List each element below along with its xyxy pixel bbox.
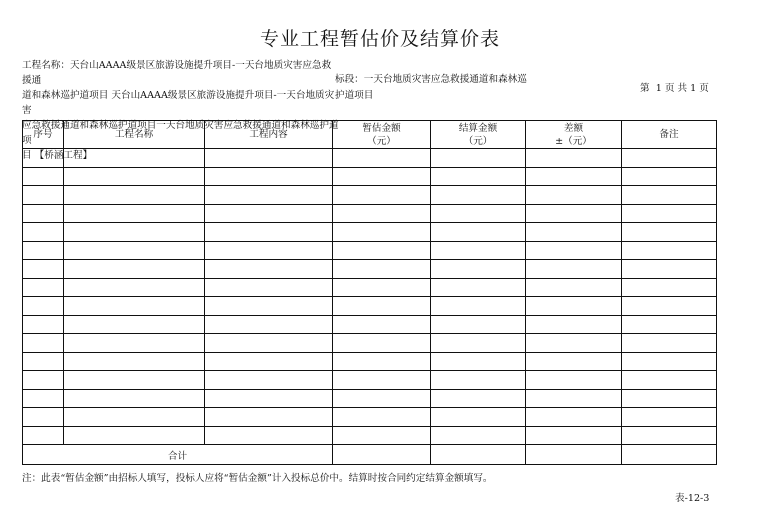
table-cell	[205, 334, 333, 353]
table-cell	[205, 167, 333, 186]
header-name: 工程名称	[64, 121, 205, 149]
table-cell	[526, 186, 622, 205]
table-cell	[205, 278, 333, 297]
total-settle-cell	[431, 445, 526, 465]
table-row	[23, 186, 717, 205]
header-estimate-title: 暂估金额	[362, 122, 401, 134]
table-cell	[205, 315, 333, 334]
table-cell	[64, 149, 205, 168]
table-row	[23, 167, 717, 186]
table-cell	[64, 408, 205, 427]
table-cell	[205, 149, 333, 168]
table-cell	[526, 167, 622, 186]
table-cell	[622, 260, 717, 279]
table-cell	[205, 297, 333, 316]
table-cell	[431, 297, 526, 316]
table-row	[23, 352, 717, 371]
total-estimate-cell	[333, 445, 431, 465]
table-cell	[23, 204, 64, 223]
table-cell	[205, 186, 333, 205]
table-cell	[333, 426, 431, 445]
table-cell	[622, 389, 717, 408]
table-cell	[64, 278, 205, 297]
table-cell	[23, 352, 64, 371]
table-row	[23, 204, 717, 223]
form-title: 专业工程暂估价及结算价表	[259, 28, 500, 50]
table-cell	[23, 149, 64, 168]
table-cell	[23, 371, 64, 390]
header-seq: 序号	[23, 121, 64, 149]
project-name: 工程名称：天台山AAAA级景区旅游设施提升项目-一天台地质灾害应急救援通 道和森林巡护道项目 天台山AAAA级景区旅游设施提升项目-一天台地质灾害 应急救援通道和森林巡护道项目一天台地质灾害应急救援通道和森林巡护道项 目 【桥涵工程】	[22, 60, 339, 161]
table-cell	[622, 278, 717, 297]
table-cell	[431, 426, 526, 445]
table-row	[23, 149, 717, 168]
table-cell	[431, 241, 526, 260]
header-content: 工程内容	[205, 121, 333, 149]
table-cell	[205, 408, 333, 427]
header-diff-title: 差额	[563, 122, 584, 134]
header-estimate	[333, 121, 431, 149]
form-code: 表-12-3	[675, 493, 710, 504]
table-cell	[622, 315, 717, 334]
table-row	[23, 223, 717, 242]
table-cell	[23, 389, 64, 408]
table-cell	[431, 186, 526, 205]
table-cell	[205, 426, 333, 445]
table-cell	[205, 352, 333, 371]
table-cell	[431, 204, 526, 223]
table-row	[23, 315, 717, 334]
table-cell	[431, 315, 526, 334]
section-label: 标段：一天台地质灾害应急救援通道和森林巡护道项目	[335, 74, 527, 101]
table-row	[23, 426, 717, 445]
table-cell	[333, 149, 431, 168]
table-cell	[431, 223, 526, 242]
table-row	[23, 389, 717, 408]
table-cell	[333, 334, 431, 353]
table-cell	[431, 278, 526, 297]
header-settle-unit: （元）	[463, 135, 493, 147]
table-cell	[622, 297, 717, 316]
table-cell	[526, 334, 622, 353]
table-cell	[205, 371, 333, 390]
table-cell	[622, 352, 717, 371]
footnote: 注：此表“暂估金额”由招标人填写，投标人应将“暂估金额”计入投标总价中。结算时按合同约定结算金额填写。	[22, 473, 493, 484]
table-cell	[64, 260, 205, 279]
table-cell	[64, 186, 205, 205]
table-cell	[333, 260, 431, 279]
header-remark: 备注	[622, 121, 717, 149]
table-cell	[23, 223, 64, 242]
table-cell	[622, 426, 717, 445]
table-cell	[622, 186, 717, 205]
table-cell	[333, 389, 431, 408]
table-cell	[622, 371, 717, 390]
page-indicator: 第 1 页 共 1 页	[640, 83, 709, 94]
table-cell	[64, 426, 205, 445]
table-cell	[333, 204, 431, 223]
total-label: 合计	[23, 445, 333, 465]
table-row	[23, 334, 717, 353]
table-cell	[333, 241, 431, 260]
table-cell	[622, 334, 717, 353]
table-cell	[23, 297, 64, 316]
table-cell	[526, 223, 622, 242]
table-cell	[526, 204, 622, 223]
table-cell	[431, 334, 526, 353]
table-row	[23, 371, 717, 390]
table-cell	[431, 371, 526, 390]
table-cell	[622, 149, 717, 168]
table-cell	[333, 315, 431, 334]
table-cell	[431, 408, 526, 427]
table-cell	[64, 241, 205, 260]
table-cell	[526, 408, 622, 427]
table-cell	[23, 260, 64, 279]
table-cell	[205, 223, 333, 242]
table-cell	[526, 315, 622, 334]
table-cell	[23, 186, 64, 205]
table-cell	[526, 371, 622, 390]
table-cell	[333, 297, 431, 316]
header-settle-title: 结算金额	[458, 122, 498, 134]
table-cell	[431, 149, 526, 168]
table-cell	[333, 223, 431, 242]
table-cell	[526, 260, 622, 279]
table-cell	[333, 408, 431, 427]
total-remark-cell	[622, 445, 717, 465]
header-settle	[431, 121, 526, 149]
table-cell	[333, 371, 431, 390]
table-cell	[431, 167, 526, 186]
table-cell	[23, 315, 64, 334]
table-cell	[333, 278, 431, 297]
table-cell	[23, 426, 64, 445]
table-cell	[23, 334, 64, 353]
table-cell	[526, 389, 622, 408]
table-row	[23, 278, 717, 297]
table-cell	[333, 352, 431, 371]
total-row	[23, 445, 717, 465]
table-cell	[622, 167, 717, 186]
table-row	[23, 297, 717, 316]
table-cell	[622, 241, 717, 260]
table-cell	[205, 204, 333, 223]
header-estimate-unit: （元）	[367, 135, 396, 147]
table-cell	[23, 278, 64, 297]
table-cell	[64, 334, 205, 353]
table-cell	[205, 260, 333, 279]
table-cell	[526, 149, 622, 168]
table-cell	[64, 389, 205, 408]
table-cell	[64, 371, 205, 390]
table-cell	[333, 186, 431, 205]
table-cell	[431, 352, 526, 371]
table-cell	[23, 167, 64, 186]
table-cell	[526, 241, 622, 260]
table-cell	[431, 260, 526, 279]
table-cell	[622, 204, 717, 223]
header-diff-unit: ±（元）	[555, 135, 592, 147]
table-cell	[526, 426, 622, 445]
table-cell	[205, 241, 333, 260]
table-cell	[64, 297, 205, 316]
table-row	[23, 241, 717, 260]
header-diff	[526, 121, 622, 149]
table-cell	[622, 408, 717, 427]
table-cell	[23, 241, 64, 260]
table-cell	[526, 352, 622, 371]
table-cell	[526, 297, 622, 316]
table-cell	[64, 223, 205, 242]
table-cell	[526, 278, 622, 297]
table-row	[23, 260, 717, 279]
table-cell	[64, 315, 205, 334]
table-cell	[205, 389, 333, 408]
estimate-table	[22, 120, 717, 465]
table-row	[23, 408, 717, 427]
table-cell	[431, 389, 526, 408]
table-cell	[64, 204, 205, 223]
table-cell	[333, 167, 431, 186]
table-cell	[23, 408, 64, 427]
table-cell	[64, 352, 205, 371]
table-cell	[622, 223, 717, 242]
table-cell	[64, 167, 205, 186]
total-diff-cell	[526, 445, 622, 465]
header-row	[23, 121, 717, 149]
